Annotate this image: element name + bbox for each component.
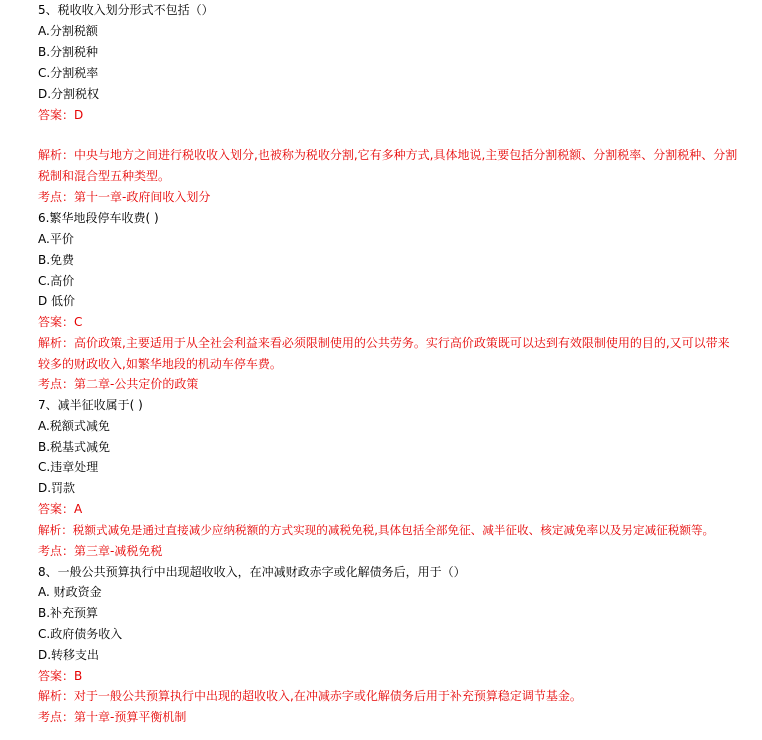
question-7-answer: 答案：A bbox=[38, 502, 83, 516]
question-8-topic: 考点：第十章-预算平衡机制 bbox=[38, 710, 187, 724]
question-6-option-b: B.免费 bbox=[38, 253, 75, 267]
question-5-option-d: D.分割税权 bbox=[38, 87, 100, 101]
question-5-option-a: A.分割税额 bbox=[38, 24, 98, 38]
question-5-option-b: B.分割税种 bbox=[38, 45, 99, 59]
question-5-option-c: C.分割税率 bbox=[38, 66, 99, 80]
question-7-option-d: D.罚款 bbox=[38, 481, 76, 495]
question-8-option-c: C.政府债务收入 bbox=[38, 627, 123, 641]
question-7-option-b: B.税基式减免 bbox=[38, 440, 111, 454]
question-8-option-a: A. 财政资金 bbox=[38, 585, 102, 599]
question-5-topic: 考点：第十一章-政府间收入划分 bbox=[38, 190, 211, 204]
question-8-analysis: 解析：对于一般公共预算执行中出现的超收收入,在冲减赤字或化解债务后用于补充预算稳定调节基金。 bbox=[38, 689, 582, 703]
question-8-option-b: B.补充预算 bbox=[38, 606, 99, 620]
question-8-answer: 答案：B bbox=[38, 669, 83, 683]
question-7-option-a: A.税额式减免 bbox=[38, 419, 110, 433]
question-6-option-c: C.高价 bbox=[38, 274, 75, 288]
question-6-analysis: 解析：高价政策,主要适用于从全社会利益来看必须限制使用的公共劳务。实行高价政策既可以达到有效限制使用的目的,又可以带来较多的财政收入,如繁华地段的机动车停车费。 bbox=[38, 336, 730, 371]
question-5-answer: 答案：D bbox=[38, 108, 84, 122]
question-6-option-d: D 低价 bbox=[38, 294, 76, 308]
question-8-stem: 8、一般公共预算执行中出现超收收入，在冲减财政赤字或化解债务后，用于（） bbox=[38, 565, 466, 579]
question-8-option-d: D.转移支出 bbox=[38, 648, 100, 662]
question-7-stem: 7、减半征收属于( ) bbox=[38, 398, 143, 412]
question-7-topic: 考点：第三章-减税免税 bbox=[38, 544, 163, 558]
question-6-option-a: A.平价 bbox=[38, 232, 74, 246]
question-6-answer: 答案：C bbox=[38, 315, 83, 329]
question-7-analysis: 解析：税额式减免是通过直接减少应纳税额的方式实现的减税免税,具体包括全部免征、减半征收、核定减免率以及另定减征税额等。 bbox=[38, 523, 715, 537]
question-5-stem: 5、税收收入划分形式不包括（） bbox=[38, 3, 214, 17]
question-6-topic: 考点：第二章-公共定价的政策 bbox=[38, 377, 199, 391]
question-5-analysis: 解析：中央与地方之间进行税收收入划分,也被称为税收分割,它有多种方式,具体地说,主要包括分割税额、分割税率、分割税种、分割税制和混合型五种类型。 bbox=[38, 148, 738, 183]
question-6-stem: 6.繁华地段停车收费( ) bbox=[38, 211, 159, 225]
question-7-option-c: C.违章处理 bbox=[38, 460, 99, 474]
